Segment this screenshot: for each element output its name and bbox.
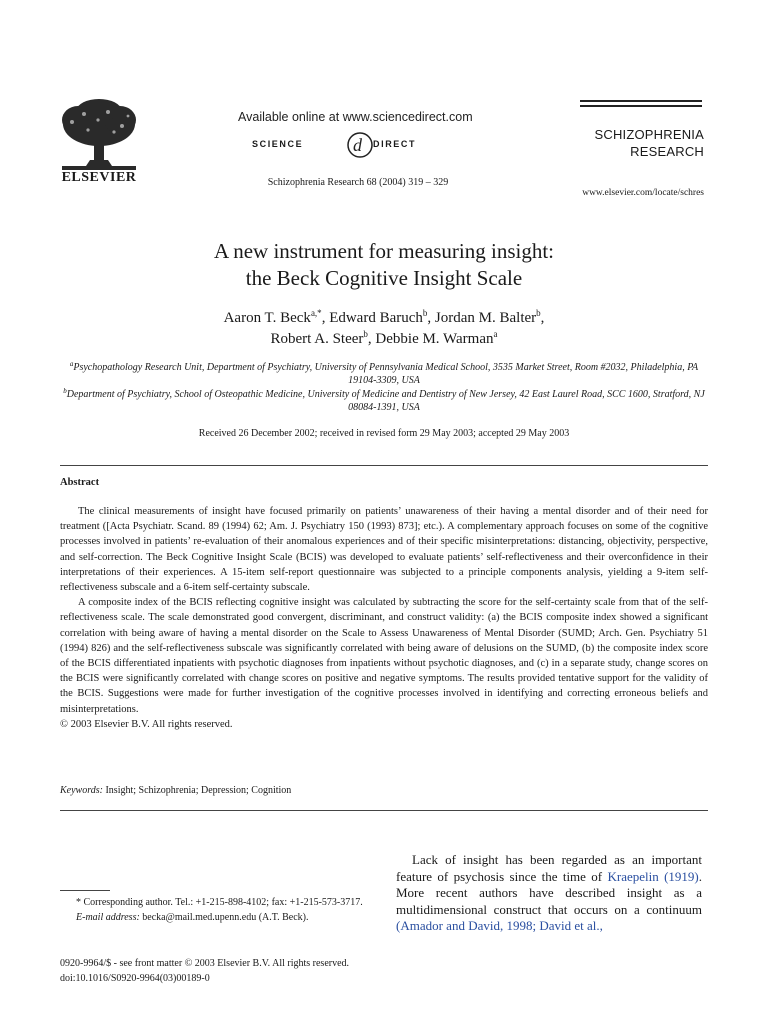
publisher-name: ELSEVIER xyxy=(61,170,137,185)
author-affiliation-mark: b xyxy=(363,329,368,339)
author-name: Aaron T. Beck xyxy=(223,310,311,326)
corresponding-author: * Corresponding author. Tel.: +1-215-898-4102; fax: +1-215-573-3717. xyxy=(76,897,363,908)
author-list xyxy=(60,308,708,350)
author-affiliation-mark: a,* xyxy=(310,308,322,318)
author-separator: , xyxy=(367,331,376,347)
journal-header-bars xyxy=(580,100,702,110)
citation-link[interactable]: (Amador and David, 1998; David et al., xyxy=(396,918,603,933)
author-name: Debbie M. Warman xyxy=(375,331,494,347)
author-affiliation-mark: b xyxy=(536,308,541,318)
keywords xyxy=(60,785,708,796)
journal-name-line1: SCHIZOPHRENIA xyxy=(594,127,704,142)
body-paragraph xyxy=(396,852,702,935)
email-label: E-mail address: xyxy=(76,912,140,923)
abstract-heading: Abstract xyxy=(60,477,100,488)
author-name: Jordan M. Balter xyxy=(434,310,537,326)
footnote-rule xyxy=(60,890,110,891)
received-dates: Received 26 December 2002; received in revised form 29 May 2003; accepted 29 May 2003 xyxy=(198,428,570,439)
front-matter xyxy=(60,956,440,986)
author-name: Robert A. Steer xyxy=(270,331,364,347)
journal-url: www.elsevier.com/locate/schres xyxy=(582,188,704,198)
issn-line: 0920-9964/$ - see front matter © 2003 Elsevier B.V. All rights reserved. xyxy=(60,958,350,969)
copyright-notice: © 2003 Elsevier B.V. All rights reserved. xyxy=(60,718,233,730)
journal-name-line2: RESEARCH xyxy=(630,144,704,159)
affiliation-a xyxy=(60,361,708,387)
body-text: . More recent authors have described insight as a multidimensional construct that occurs on a continuum xyxy=(396,868,702,917)
sciencedirect-logo-left: SCIENCE xyxy=(252,139,304,149)
title-line1: A new instrument for measuring insight: xyxy=(213,239,555,263)
body-column xyxy=(396,852,702,935)
title-line2: the Beck Cognitive Insight Scale xyxy=(245,266,523,290)
author-affiliation-mark: b xyxy=(422,308,428,318)
affiliations xyxy=(60,361,708,415)
affiliation-text: Psychopathology Research Unit, Department of Psychiatry, University of Pennsylvania Medical School, 3535 Market Street, Room #2032, Philadelphia, PA 19104-3309, USA xyxy=(73,362,699,386)
keywords-label: Keywords: xyxy=(60,785,103,796)
author-separator: , xyxy=(427,310,435,326)
author-separator: , xyxy=(540,310,545,326)
affiliation-mark: b xyxy=(63,387,67,395)
author-affiliation-mark: a xyxy=(493,329,498,339)
elsevier-tree-logo xyxy=(58,98,140,172)
abstract-paragraph: The clinical measurements of insight have focused primarily on patients’ unawareness of their having a mental disorder and of their need for treatment ([Acta Psychiatr. Scand. 89 (1994) 62; Am. J. Psychiatry 150 (1993) 873]; etc.). A complementary approach focuses on some of the cognitive processes involved in patients’ re-evaluation of their anomalous experiences and of their specific misinterpretations: distancing, objectivity, perspective, and self-correction. The Beck Cognitive Insight Scale (BCIS) was developed to evaluate patients’ self-reflectiveness and their overconfidence in their interpretations of their experiences. A 15-item self-report questionnaire was subjected to a principle components analysis, yielding a 9-item self-reflectiveness subscale and a 6-item self-certainty subscale. xyxy=(60,506,708,594)
citation-link[interactable]: Kraepelin (1919) xyxy=(607,868,699,884)
svg-text:d: d xyxy=(353,135,362,155)
abstract-body xyxy=(60,504,708,732)
divider xyxy=(60,465,708,466)
author-name: Edward Baruch xyxy=(329,310,423,326)
email-address[interactable]: becka@mail.med.upenn.edu (A.T. Beck). xyxy=(142,912,309,923)
sciencedirect-logo-right: DIRECT xyxy=(373,139,417,149)
affiliation-b xyxy=(60,388,708,414)
divider xyxy=(60,810,708,811)
body-text: Lack of insight has been regarded as an important feature of psychosis since the time of xyxy=(396,852,702,884)
abstract-paragraph: A composite index of the BCIS reflecting cognitive insight was calculated by subtracting the score for the self-certainty scale from that of the self-reflectiveness scale. The scale demonstrated good convergent, discriminant, and construct validity: (a) the BCIS composite index showed a significant correlation with being aware of having a mental disorder on the Scale to Assess Unawareness of Mental Disorder (SUMD; Arch. Gen. Psychiatry 51 (1994) 826) and the self-reflectiveness subscale was significantly correlated with being aware of delusions on the SUMD, (b) the composite index score of the BCIS differentiated inpatients with psychotic diagnoses from inpatients without psychotic diagnoses, and (c) in a separate study, change scores on the BCIS were significantly correlated with change scores on positive and negative symptoms. The results provided tentative support for the validity of the BCIS. Suggestions were made for further investigation of the cognitive processes involved in identifying and correcting erroneous beliefs and misinterpretations. xyxy=(60,597,708,715)
email-line xyxy=(60,910,366,925)
affiliation-mark: a xyxy=(69,360,74,368)
footnote xyxy=(60,895,366,925)
journal-citation: Schizophrenia Research 68 (2004) 319 – 329 xyxy=(267,177,449,188)
author-separator: , xyxy=(321,310,330,326)
article-title xyxy=(60,238,708,292)
available-online-text: Available online at www.sciencedirect.com xyxy=(238,110,473,124)
doi-line[interactable]: doi:10.1016/S0920-9964(03)00189-0 xyxy=(60,973,210,984)
journal-name xyxy=(572,126,704,160)
keywords-list: Insight; Schizophrenia; Depression; Cognition xyxy=(105,785,292,796)
affiliation-text: Department of Psychiatry, School of Osteopathic Medicine, University of Medicine and Dentistry of New Jersey, 42 East Laurel Road, SCC 1600, Stratford, NJ 08084-1391, USA xyxy=(66,389,705,413)
